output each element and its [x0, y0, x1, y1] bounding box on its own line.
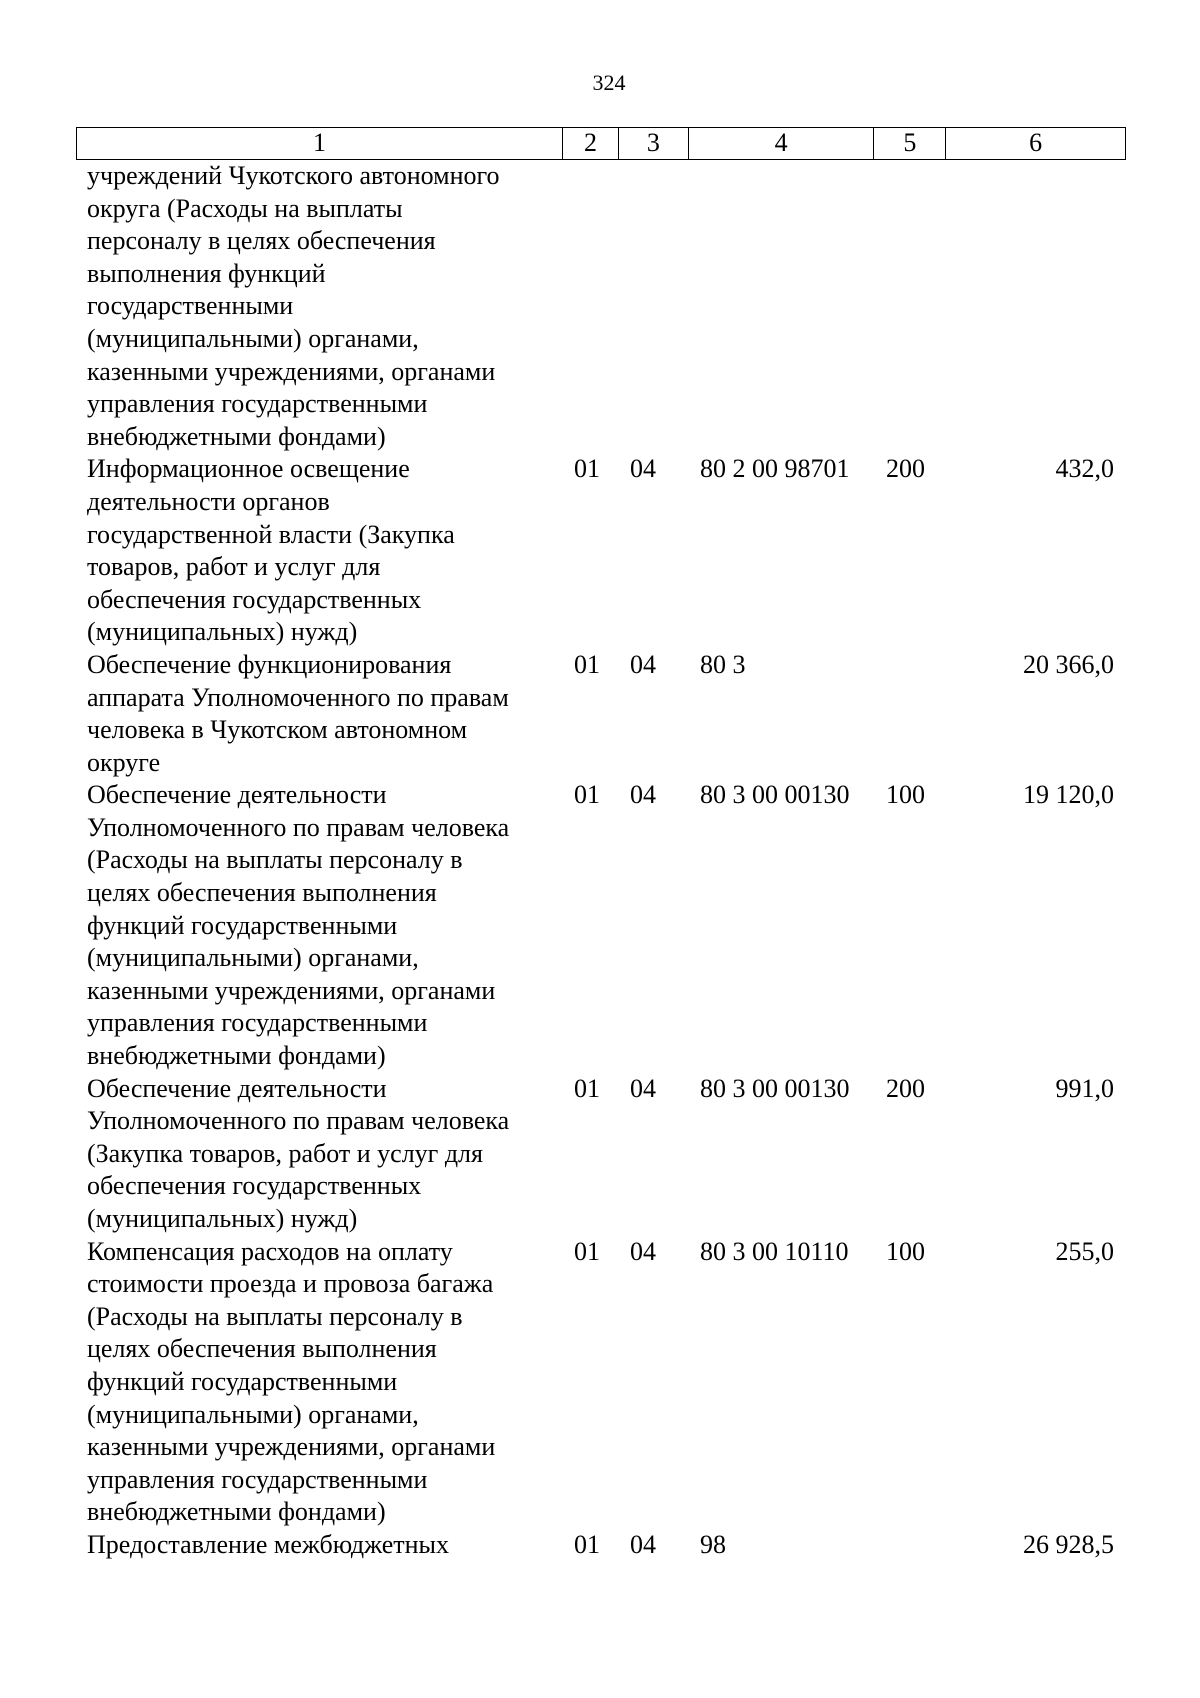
- row-target-article: 80 2 00 98701: [700, 454, 850, 484]
- description-line: казенными учреждениями, органами: [87, 975, 496, 1005]
- table-row: [76, 453, 1126, 649]
- description-line: аппарата Уполномоченного по правам: [87, 682, 509, 712]
- description-line: (муниципальными) органами,: [87, 1399, 419, 1429]
- row-target-article: 98: [700, 1529, 726, 1559]
- description-line: (муниципальных) нужд): [87, 617, 358, 647]
- row-description: [76, 160, 563, 453]
- description-line: Уполномоченного по правам человека: [87, 1106, 510, 1136]
- row-section: 01: [574, 454, 600, 484]
- row-subsection: 04: [630, 780, 656, 810]
- row-amount: 991,0: [1055, 1073, 1114, 1103]
- row-subsection: 04: [630, 1236, 656, 1266]
- row-amount: 255,0: [1055, 1236, 1114, 1266]
- row-subsection: 04: [630, 454, 656, 484]
- description-line: персоналу в целях обеспечения: [87, 226, 436, 256]
- description-line: Уполномоченного по правам человека: [87, 812, 510, 842]
- row-amount: 20 366,0: [1023, 649, 1114, 679]
- table-header: [76, 127, 1126, 160]
- description-line: целях обеспечения выполнения: [87, 1334, 437, 1364]
- description-line: товаров, работ и услуг для: [87, 552, 381, 582]
- description-line: целях обеспечения выполнения: [87, 878, 437, 908]
- description-line: Обеспечение функционирования: [87, 649, 452, 679]
- row-amount: [947, 160, 1126, 453]
- row-amount: 432,0: [1055, 454, 1114, 484]
- description-line: казенными учреждениями, органами: [87, 356, 496, 386]
- header-col-2: 2: [563, 128, 619, 159]
- row-subsection: 04: [630, 1073, 656, 1103]
- description-line: управления государственными: [87, 389, 428, 419]
- row-description: [76, 649, 563, 779]
- description-line: управления государственными: [87, 1008, 428, 1038]
- description-line: государственными: [87, 291, 294, 321]
- row-subsection: 04: [630, 649, 656, 679]
- row-expense-type: 100: [886, 1236, 925, 1266]
- description-line: функций государственными: [87, 1366, 398, 1396]
- header-col-4: 4: [689, 128, 875, 159]
- description-line: Компенсация расходов на оплату: [87, 1236, 453, 1266]
- row-section: 01: [574, 1529, 600, 1559]
- description-line: Обеспечение деятельности: [87, 780, 387, 810]
- table-row: [76, 779, 1126, 1072]
- description-line: Обеспечение деятельности: [87, 1073, 387, 1103]
- description-line: внебюджетными фондами): [87, 1497, 386, 1527]
- description-line: внебюджетными фондами): [87, 1041, 386, 1071]
- row-description: [76, 1529, 563, 1562]
- description-line: (Расходы на выплаты персоналу в: [87, 845, 463, 875]
- row-section: 01: [574, 780, 600, 810]
- description-line: (Расходы на выплаты персоналу в: [87, 1301, 463, 1331]
- row-amount: 19 120,0: [1023, 780, 1114, 810]
- row-section: 01: [574, 1073, 600, 1103]
- header-col-5: 5: [874, 128, 946, 159]
- row-description: [76, 1073, 563, 1236]
- table-row: [76, 1529, 1126, 1562]
- row-expense-type: 200: [886, 1073, 925, 1103]
- description-line: (Закупка товаров, работ и услуг для: [87, 1138, 483, 1168]
- description-line: человека в Чукотском автономном: [87, 715, 468, 745]
- description-line: Информационное освещение: [87, 454, 410, 484]
- row-amount: 26 928,5: [1023, 1529, 1114, 1559]
- row-target-article: 80 3 00 10110: [700, 1236, 849, 1266]
- table-body: [76, 160, 1126, 1562]
- description-line: округе: [87, 747, 161, 777]
- row-expense-type: 200: [886, 454, 925, 484]
- description-line: округа (Расходы на выплаты: [87, 193, 403, 223]
- row-target-article: 80 3 00 00130: [700, 780, 850, 810]
- header-col-6: 6: [1029, 128, 1043, 157]
- row-section: 01: [574, 649, 600, 679]
- description-line: обеспечения государственных: [87, 584, 422, 614]
- description-line: стоимости проезда и провоза багажа: [87, 1269, 494, 1299]
- row-target-article: 80 3 00 00130: [700, 1073, 850, 1103]
- table-row: [76, 1236, 1126, 1529]
- row-expense-type: [875, 1529, 947, 1562]
- row-target-article: 80 3: [700, 649, 746, 679]
- page-number: 324: [592, 70, 626, 95]
- table-row: [76, 649, 1126, 779]
- description-line: внебюджетными фондами): [87, 421, 386, 451]
- description-line: управления государственными: [87, 1464, 428, 1494]
- row-description: [76, 453, 563, 649]
- table-row: [76, 160, 1126, 453]
- header-col-1: 1: [77, 128, 563, 159]
- description-line: деятельности органов: [87, 486, 330, 516]
- row-description: [76, 779, 563, 1072]
- header-col-3: 3: [619, 128, 689, 159]
- row-expense-type: [875, 649, 947, 779]
- description-line: государственной власти (Закупка: [87, 519, 455, 549]
- row-section: [563, 160, 619, 453]
- table-row: [76, 1073, 1126, 1236]
- description-line: (муниципальных) нужд): [87, 1204, 358, 1233]
- row-subsection: 04: [630, 1529, 656, 1559]
- description-line: казенными учреждениями, органами: [87, 1432, 496, 1462]
- row-target-article: [689, 160, 875, 453]
- row-expense-type: 100: [886, 780, 925, 810]
- description-line: выполнения функций: [87, 258, 326, 288]
- row-section: 01: [574, 1236, 600, 1266]
- row-subsection: [619, 160, 689, 453]
- description-line: обеспечения государственных: [87, 1171, 422, 1201]
- description-line: функций государственными: [87, 910, 398, 940]
- row-expense-type: [875, 160, 947, 453]
- description-line: Предоставление межбюджетных: [87, 1529, 450, 1559]
- description-line: (муниципальными) органами,: [87, 943, 419, 973]
- description-line: (муниципальными) органами,: [87, 323, 419, 353]
- row-description: [76, 1236, 563, 1529]
- description-line: учреждений Чукотского автономного: [87, 161, 500, 190]
